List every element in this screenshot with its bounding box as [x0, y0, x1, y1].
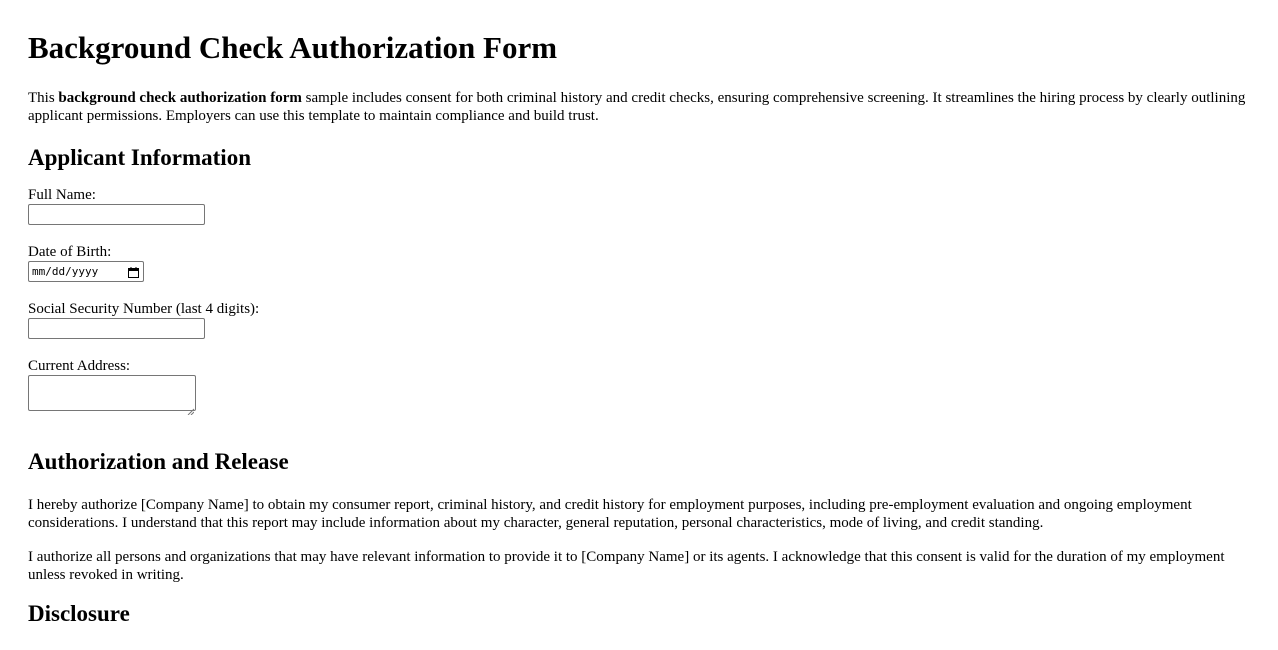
date-of-birth-input[interactable]	[28, 261, 144, 282]
authorization-paragraph-2: I authorize all persons and organizations that may have relevant information to provide it to [Company Name] or its agents. I acknowledge that this consent is valid for the duration of my employment unless revoked in writing.	[28, 549, 1225, 583]
disclosure-heading: Disclosure	[28, 601, 130, 626]
ssn-label: Social Security Number (last 4 digits):	[28, 301, 260, 317]
calendar-icon[interactable]	[128, 266, 139, 277]
full-name-label: Full Name:	[28, 187, 96, 203]
ssn-input[interactable]	[28, 318, 205, 339]
authorization-paragraph-1: I hereby authorize [Company Name] to obtain my consumer report, criminal history, and credit history for employment purposes, including pre-employment evaluation and ongoing employment considerations. I understand that this report may include information about my character, general reputation, personal characteristics, mode of living, and credit standing.	[28, 497, 1192, 531]
current-address-field	[28, 357, 1250, 411]
resize-grip-icon[interactable]	[187, 402, 194, 409]
intro-paragraph	[28, 89, 1250, 125]
intro-prefix: This	[28, 90, 59, 106]
authorization-release-heading: Authorization and Release	[28, 449, 289, 474]
date-of-birth-field	[28, 243, 1250, 282]
full-name-field	[28, 186, 1250, 225]
page-title: Background Check Authorization Form	[28, 30, 558, 65]
current-address-label: Current Address:	[28, 358, 131, 374]
full-name-input[interactable]	[28, 204, 205, 225]
date-of-birth-label: Date of Birth:	[28, 244, 112, 260]
applicant-information-heading: Applicant Information	[28, 145, 251, 170]
ssn-field	[28, 300, 1250, 339]
date-of-birth-placeholder: mm/dd/yyyy	[32, 264, 99, 278]
intro-suffix: sample includes consent for both criminal history and credit checks, ensuring comprehensive screening. It streamlines the hiring process by clearly outlining applicant permissions. Employers can use this template to maintain compliance and build trust.	[28, 90, 1246, 124]
current-address-textarea[interactable]	[28, 375, 196, 411]
intro-bold-text: background check authorization form	[58, 90, 302, 106]
